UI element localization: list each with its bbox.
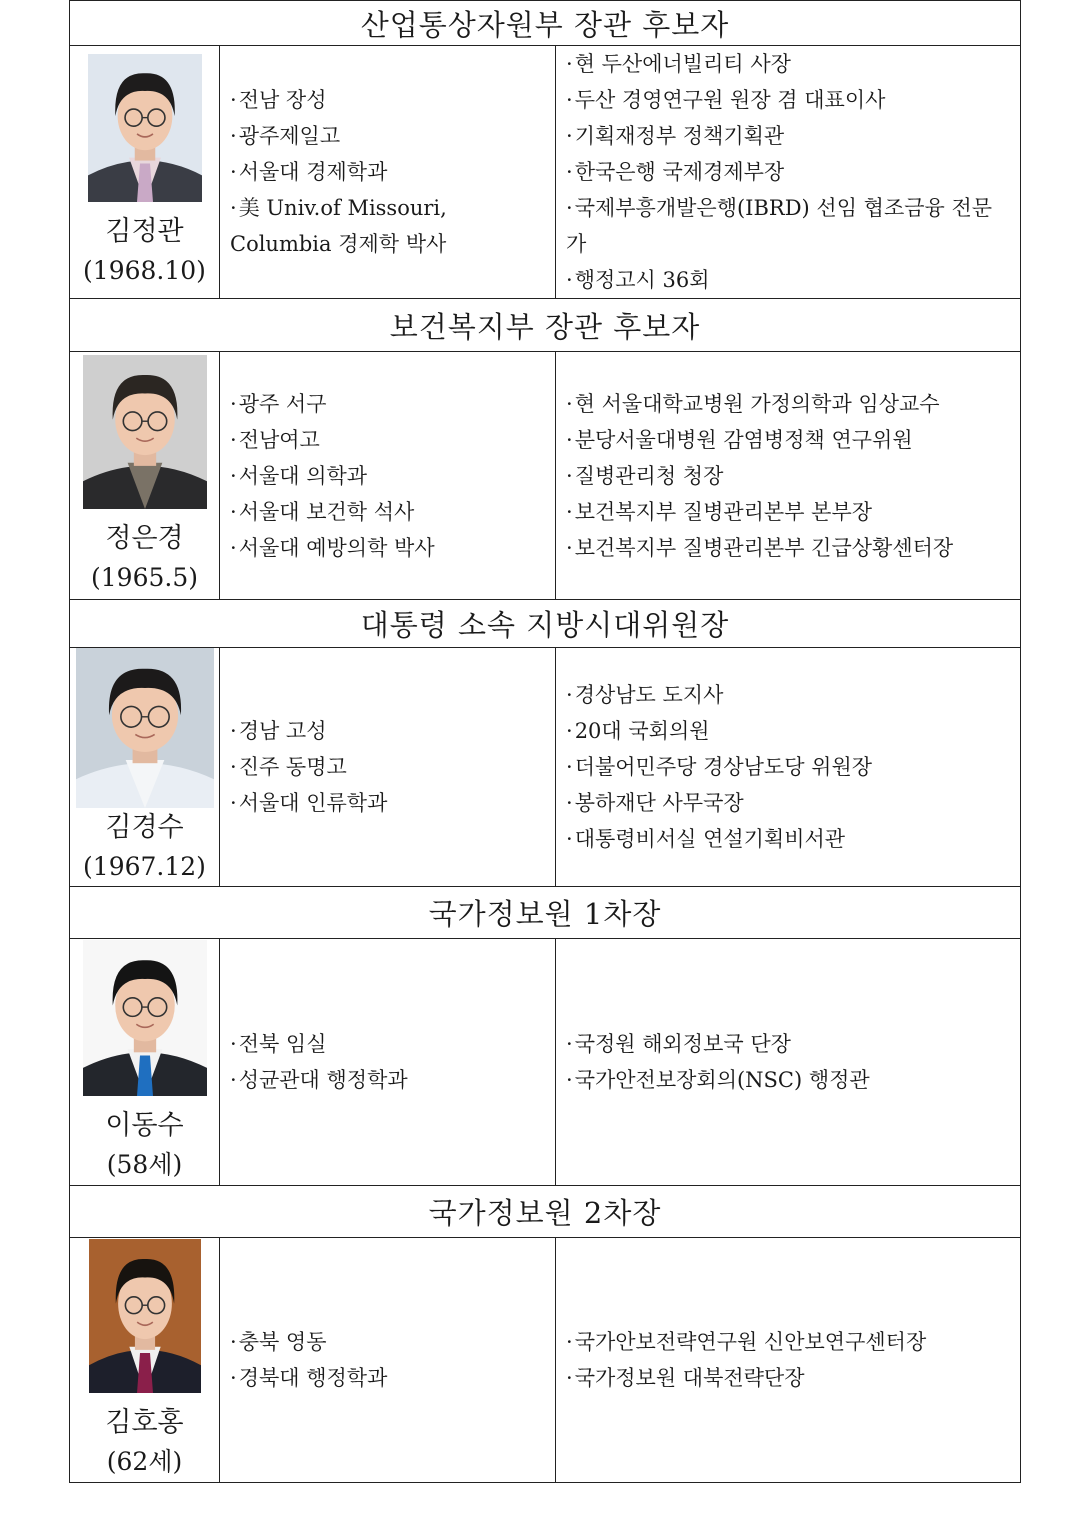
education-cell	[220, 939, 556, 1186]
nominee-birth: (58세)	[106, 1150, 183, 1179]
nominee-birth: (1965.5)	[91, 562, 198, 592]
education-list	[220, 713, 555, 821]
career-item: ·보건복지부 질병관리본부 긴급상황센터장	[566, 535, 954, 560]
education-list	[220, 1324, 555, 1396]
career-item: ·국제부흥개발은행(IBRD) 선임 협조금융 전문가	[566, 196, 993, 256]
nominee-row	[70, 648, 1021, 887]
section-heading: 보건복지부 장관 후보자	[70, 299, 1021, 352]
career-item: ·대통령비서실 연설기획비서관	[566, 827, 846, 851]
career-item: ·현 서울대학교병원 가정의학과 임상교수	[566, 391, 940, 416]
section-heading-row	[70, 600, 1021, 648]
nominee-name: 김경수	[105, 812, 184, 843]
nominee-name: 김정관	[105, 216, 184, 247]
nominee-profile-cell	[70, 939, 220, 1186]
education-item: ·서울대 예방의학 박사	[230, 535, 435, 560]
nominee-profile-cell	[70, 46, 220, 299]
portrait-photo	[88, 54, 202, 202]
education-item: ·서울대 보건학 석사	[230, 499, 415, 524]
education-item: ·전북 임실	[230, 1032, 327, 1056]
career-item: ·국가안보전략연구원 신안보연구센터장	[566, 1330, 927, 1354]
nominee-birth: (1967.12)	[83, 852, 206, 881]
career-item: ·경상남도 도지사	[566, 683, 724, 707]
section-heading: 산업통상자원부 장관 후보자	[70, 1, 1021, 46]
career-item: ·국가안전보장회의(NSC) 행정관	[566, 1068, 870, 1092]
career-item: ·질병관리청 청장	[566, 463, 724, 488]
education-item: ·전남여고	[230, 427, 320, 452]
nominee-birth: (1968.10)	[83, 256, 206, 285]
education-item: ·광주 서구	[230, 391, 327, 416]
portrait-photo	[83, 940, 207, 1096]
career-list	[556, 46, 1020, 298]
nominee-row	[70, 1238, 1021, 1483]
education-list	[220, 1026, 555, 1098]
education-item: ·경남 고성	[230, 719, 327, 743]
nominee-row	[70, 939, 1021, 1186]
education-item: ·서울대 의학과	[230, 463, 368, 488]
career-list	[556, 1026, 1020, 1098]
education-cell	[220, 1238, 556, 1483]
education-list	[220, 386, 555, 566]
section-heading: 대통령 소속 지방시대위원장	[70, 600, 1021, 648]
education-item: ·서울대 경제학과	[230, 160, 388, 184]
portrait-photo	[76, 648, 214, 808]
career-item: ·분당서울대병원 감염병정책 연구위원	[566, 427, 913, 452]
career-cell	[556, 648, 1021, 887]
education-item: ·성균관대 행정학과	[230, 1068, 408, 1092]
section-heading-row	[70, 1186, 1021, 1238]
education-item: ·진주 동명고	[230, 755, 347, 779]
section-heading: 국가정보원 2차장	[70, 1186, 1021, 1238]
career-item: ·국정원 해외정보국 단장	[566, 1032, 791, 1056]
nominee-name: 정은경	[105, 522, 184, 554]
career-cell	[556, 352, 1021, 600]
nominee-birth: (62세)	[106, 1447, 183, 1476]
nominee-row	[70, 352, 1021, 600]
education-cell	[220, 352, 556, 600]
portrait-photo	[83, 355, 207, 509]
section-heading-row	[70, 1, 1021, 46]
nominee-profile-cell	[70, 352, 220, 600]
career-item: ·보건복지부 질병관리본부 본부장	[566, 499, 873, 524]
section-heading-row	[70, 887, 1021, 939]
career-item: ·봉하재단 사무국장	[566, 791, 744, 815]
career-cell	[556, 1238, 1021, 1483]
nominee-name: 김호홍	[105, 1407, 184, 1438]
section-heading: 국가정보원 1차장	[70, 887, 1021, 939]
portrait-photo	[89, 1239, 201, 1393]
career-cell	[556, 46, 1021, 299]
career-item: ·현 두산에너빌리티 사장	[566, 52, 791, 76]
career-item: ·국가정보원 대북전략단장	[566, 1366, 805, 1390]
career-item: ·행정고시 36회	[566, 268, 710, 292]
education-item: ·美 Univ.of Missouri, Columbia 경제학 박사	[230, 196, 447, 256]
career-cell	[556, 939, 1021, 1186]
career-item: ·두산 경영연구원 원장 겸 대표이사	[566, 88, 886, 112]
nominee-profile-cell	[70, 648, 220, 887]
education-item: ·광주제일고	[230, 124, 341, 148]
career-item: ·한국은행 국제경제부장	[566, 160, 785, 184]
education-cell	[220, 648, 556, 887]
career-list	[556, 677, 1020, 857]
career-list	[556, 1324, 1020, 1396]
education-item: ·서울대 인류학과	[230, 791, 388, 815]
nominee-name: 이동수	[105, 1110, 184, 1141]
career-item: ·20대 국회의원	[566, 719, 710, 743]
career-item: ·더불어민주당 경상남도당 위원장	[566, 755, 873, 779]
career-item: ·기획재정부 정책기획관	[566, 124, 785, 148]
education-item: ·충북 영동	[230, 1330, 327, 1354]
career-list	[556, 386, 1020, 566]
education-item: ·전남 장성	[230, 88, 327, 112]
education-item: ·경북대 행정학과	[230, 1366, 388, 1390]
education-cell	[220, 46, 556, 299]
nominee-table	[69, 0, 1021, 1483]
section-heading-row	[70, 299, 1021, 352]
education-list	[220, 82, 555, 262]
nominee-row	[70, 46, 1021, 299]
nominee-profile-cell	[70, 1238, 220, 1483]
